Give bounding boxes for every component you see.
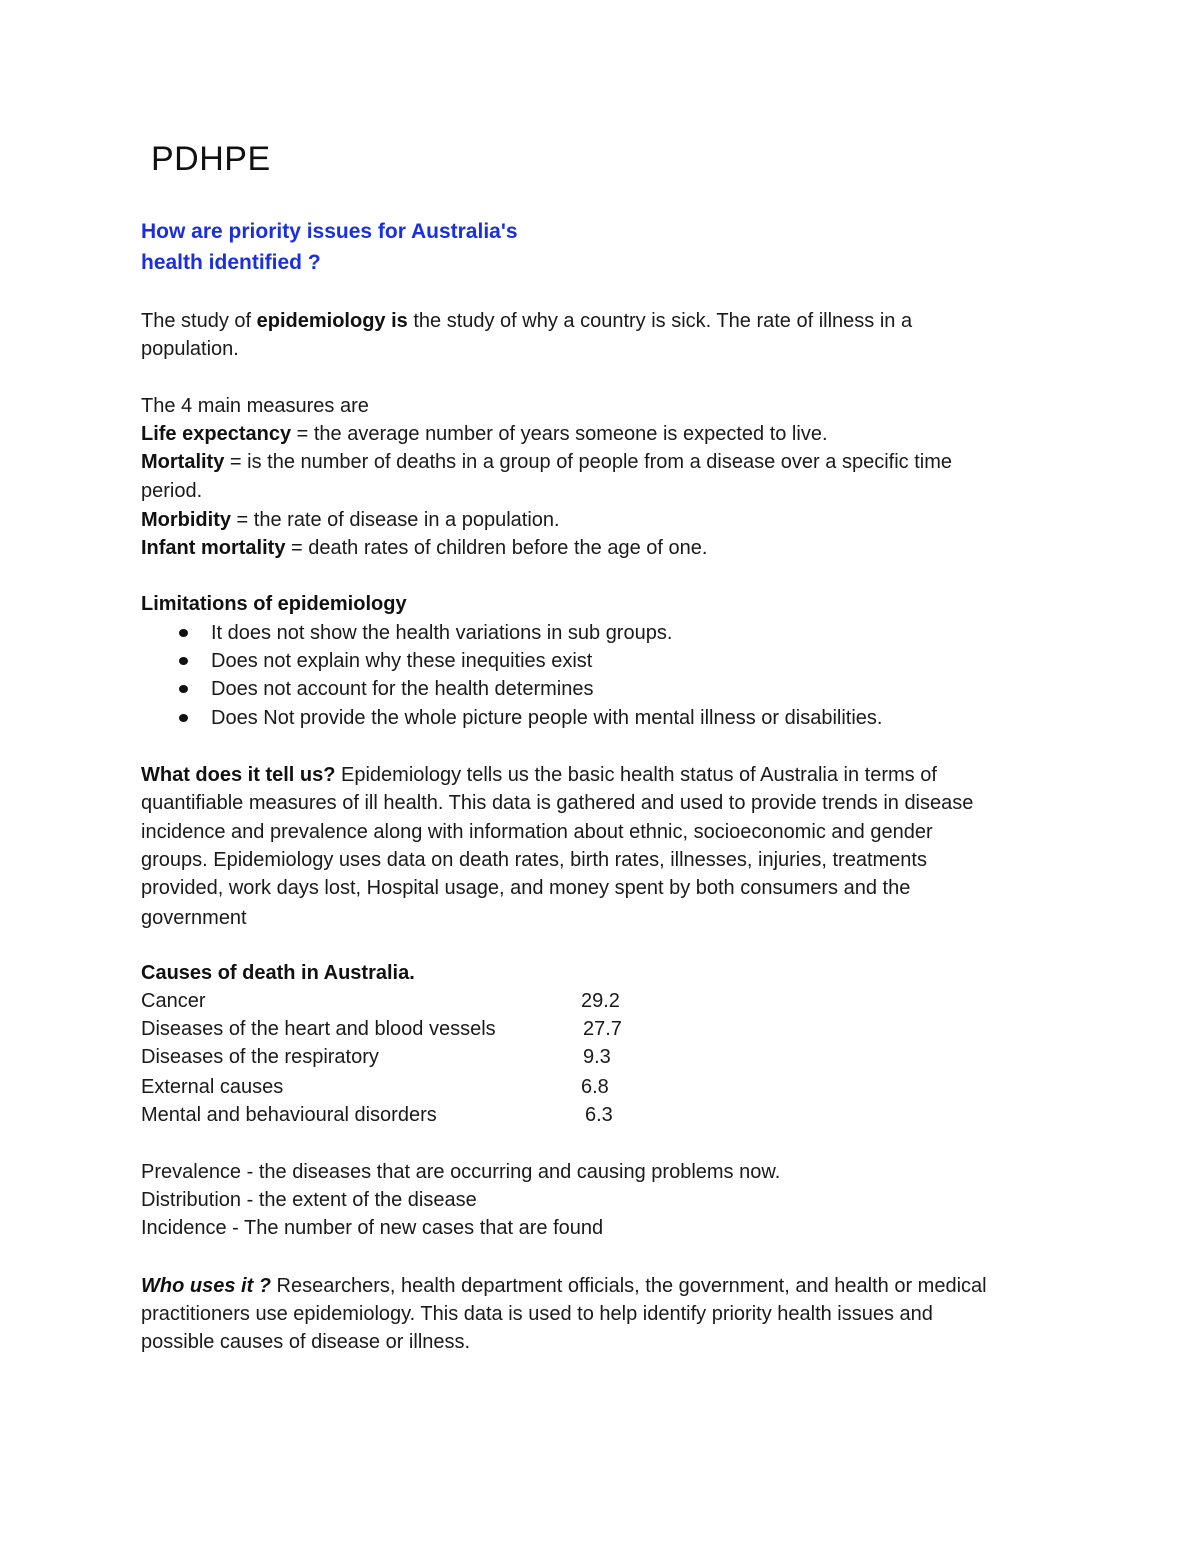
cause-name: Diseases of the heart and blood vessels [141,1018,496,1040]
measure-definition: = the rate of disease in a population. [231,509,560,531]
intro-text-pre: The study of [141,310,257,332]
who-uses-line: Researchers, health department officials, the government, and health or medical [271,1275,987,1297]
tell-us-line: incidence and prevalence along with information about ethnic, socioeconomic and gender [141,821,933,843]
measure-morbidity [141,506,560,534]
measure-term: Infant mortality [141,537,286,559]
tell-us-line: provided, work days lost, Hospital usage, and money spent by both consumers and the [141,877,911,899]
cause-value: 6.8 [581,1076,609,1098]
measure-mortality [141,448,952,476]
table-row [141,1101,661,1129]
intro-paragraph [141,307,912,335]
measure-definition: = the average number of years someone is expected to live. [291,423,828,445]
definition-distribution: Distribution - the extent of the disease [141,1189,477,1211]
measure-infant-mortality [141,534,707,562]
table-row [141,1073,661,1101]
measure-definition: = is the number of deaths in a group of people from a disease over a specific time [224,451,952,473]
cause-value: 27.7 [583,1018,622,1040]
causes-heading [141,959,415,987]
definition-incidence: Incidence - The number of new cases that are found [141,1217,604,1239]
who-uses-line: practitioners use epidemiology. This data is used to help identify priority health issues and [141,1303,933,1325]
bullet-text: Does Not provide the whole picture people with mental illness or disabilities. [211,707,883,729]
tell-us-line: government [141,907,247,929]
causes-heading-text: Causes of death in Australia. [141,962,415,984]
cause-name: External causes [141,1076,284,1098]
definition-prevalence: Prevalence - the diseases that are occurring and causing problems now. [141,1161,781,1183]
tell-us-line: groups. Epidemiology uses data on death rates, birth rates, illnesses, injuries, treatments [141,849,927,871]
tell-us-label: What does it tell us? [141,764,336,786]
bullet-text: It does not show the health variations in sub groups. [211,622,673,644]
measure-term: Morbidity [141,509,231,531]
cause-value: 29.2 [581,990,620,1012]
measures-intro: The 4 main measures are [141,395,369,417]
cause-value: 9.3 [583,1046,611,1068]
bullet-text: Does not account for the health determines [211,678,594,700]
bullet-icon [179,629,188,637]
bullet-icon [179,685,188,693]
intro-term-epidemiology: epidemiology is [256,310,408,332]
who-uses-line: possible causes of disease or illness. [141,1331,471,1353]
tell-us-line: Epidemiology tells us the basic health status of Australia in terms of [335,764,937,786]
limitations-heading [141,590,407,618]
tell-us-paragraph [141,761,937,789]
cause-name: Diseases of the respiratory [141,1046,379,1068]
measure-life-expectancy [141,420,828,448]
bullet-icon [179,714,188,722]
measure-term: Life expectancy [141,423,292,445]
bullet-icon [179,657,188,665]
document-title: PDHPE [151,140,271,178]
cause-value: 6.3 [585,1104,613,1126]
who-uses-label: Who uses it ? [141,1275,271,1297]
intro-text-post: the study of why a country is sick. The rate of illness in a [407,310,913,332]
intro-paragraph-line-2: population. [141,338,239,360]
measure-mortality-line-2: period. [141,480,203,502]
limitations-heading-text: Limitations of epidemiology [141,593,407,615]
table-row [141,1043,661,1071]
measure-term: Mortality [141,451,225,473]
section-heading-line-2: health identified ? [141,251,321,274]
tell-us-line: quantifiable measures of ill health. This data is gathered and used to provide trends in disease [141,792,974,814]
who-uses-paragraph [141,1272,987,1300]
section-heading-line-1: How are priority issues for Australia's [141,220,518,243]
table-row [141,1015,661,1043]
cause-name: Mental and behavioural disorders [141,1104,437,1126]
cause-name: Cancer [141,990,206,1012]
table-row [141,987,661,1015]
measure-definition: = death rates of children before the age of one. [285,537,708,559]
bullet-text: Does not explain why these inequities exist [211,650,593,672]
